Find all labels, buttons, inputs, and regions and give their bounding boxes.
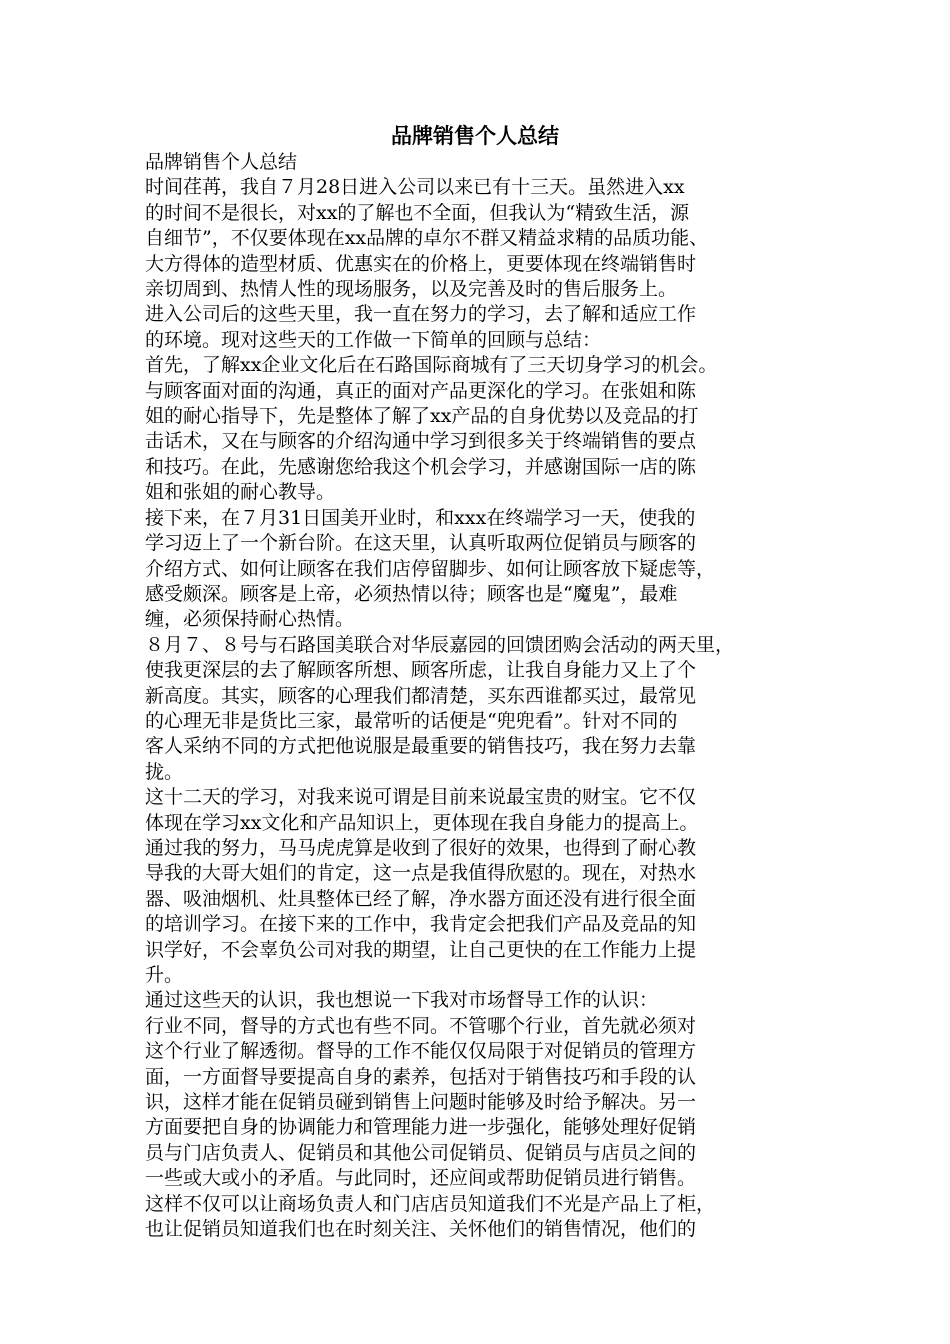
- text-line: 自细节”，不仅要体现在xx品牌的卓尔不群又精益求精的品质功能、: [145, 227, 709, 250]
- text-line: 品牌销售个人总结: [145, 151, 298, 173]
- paragraph: [145, 175, 815, 302]
- document-title: 品牌销售个人总结: [391, 124, 559, 148]
- text-line: 这样不仅可以让商场负责人和门店店员知道我们不光是产品上了柜，: [145, 1192, 716, 1215]
- text-line: 学习迈上了一个新台阶。在这天里，认真听取两位促销员与顾客的: [145, 532, 697, 555]
- paragraph: [145, 150, 815, 175]
- text-line: 新高度。其实，顾客的心理我们都清楚，买东西谁都买过，最常见: [145, 684, 697, 707]
- text-line: 识，这样才能在促销员碰到销售上问题时能够及时给予解决。另一: [145, 1091, 697, 1114]
- paragraph: [145, 302, 815, 353]
- paragraph: [145, 633, 815, 785]
- text-line: 进入公司后的这些天里，我一直在努力的学习，去了解和适应工作: [145, 303, 697, 326]
- text-line: 接下来，在７月31日国美开业时，和xxx在终端学习一天，使我的: [145, 506, 696, 529]
- text-line: 缠，必须保持耐心热情。: [145, 608, 355, 631]
- text-line: 这个行业了解透彻。督导的工作不能仅仅局限于对促销员的管理方: [145, 1040, 697, 1063]
- text-line: 的环境。现对这些天的工作做一下简单的回顾与总结：: [145, 328, 602, 351]
- text-line: 也让促销员知道我们也在时刻关注、关怀他们的销售情况，他们的: [145, 1218, 697, 1241]
- text-line: 的心理无非是货比三家，最常听的话便是“兜兜看”。针对不同的: [145, 709, 678, 732]
- text-line: 亲切周到、热情人性的现场服务，以及完善及时的售后服务上。: [145, 278, 678, 301]
- text-line: 拢。: [145, 760, 184, 783]
- text-line: 行业不同，督导的方式也有些不同。不管哪个行业，首先就必须对: [145, 1014, 697, 1037]
- paragraph: [145, 988, 815, 1013]
- paragraph: [145, 785, 815, 988]
- text-line: 感受颇深。顾客是上帝，必须热情以待；顾客也是“魔鬼”，最难: [145, 582, 678, 605]
- paragraph: [145, 353, 815, 505]
- text-line: 客人采纳不同的方式把他说服是最重要的销售技巧，我在努力去靠: [145, 735, 697, 758]
- text-line: 方面要把自身的协调能力和管理能力进一步强化，能够处理好促销: [145, 1116, 697, 1139]
- paragraph: [145, 1014, 815, 1243]
- text-line: 介绍方式、如何让顾客在我们店停留脚步、如何让顾客放下疑虑等，: [145, 557, 716, 580]
- text-line: 面，一方面督导要提高自身的素养，包括对于销售技巧和手段的认: [145, 1065, 697, 1088]
- text-line: 识学好，不会辜负公司对我的期望，让自己更快的在工作能力上提: [145, 938, 697, 961]
- text-line: 姐的耐心指导下，先是整体了解了xx产品的自身优势以及竞品的打: [145, 405, 699, 428]
- text-line: 使我更深层的去了解顾客所想、顾客所虑，让我自身能力又上了个: [145, 659, 697, 682]
- paragraph: [145, 506, 815, 633]
- text-line: 首先，了解xx企业文化后在石路国际商城有了三天切身学习的机会。: [145, 354, 718, 377]
- text-line: 和技巧。在此，先感谢您给我这个机会学习，并感谢国际一店的陈: [145, 455, 697, 478]
- text-line: 导我的大哥大姐们的肯定，这一点是我值得欣慰的。现在，对热水: [145, 862, 697, 885]
- text-line: 的时间不是很长，对xx的了解也不全面，但我认为“精致生活，源: [145, 201, 690, 224]
- document-body: [145, 150, 815, 1242]
- text-line: 姐和张姐的耐心教导。: [145, 481, 336, 504]
- text-line: 一些或大或小的矛盾。与此同时，还应间或帮助促销员进行销售。: [145, 1167, 697, 1190]
- text-line: 大方得体的造型材质、优惠实在的价格上，更要体现在终端销售时: [145, 252, 697, 275]
- text-line: 击话术，又在与顾客的介绍沟通中学习到很多关于终端销售的要点: [145, 430, 697, 453]
- text-line: 时间荏苒，我自７月28日进入公司以来已有十三天。虽然进入xx: [145, 176, 685, 199]
- text-line: 这十二天的学习，对我来说可谓是目前来说最宝贵的财宝。它不仅: [145, 786, 697, 809]
- text-line: 与顾客面对面的沟通，真正的面对产品更深化的学习。在张姐和陈: [145, 379, 697, 402]
- text-line: 体现在学习xx文化和产品知识上，更体现在我自身能力的提高上。: [145, 811, 699, 834]
- text-line: ８月７、８号与石路国美联合对华辰嘉园的回馈团购会活动的两天里，: [145, 633, 735, 656]
- text-line: 通过我的努力，马马虎虎算是收到了很好的效果，也得到了耐心教: [145, 836, 697, 859]
- text-line: 的培训学习。在接下来的工作中，我肯定会把我们产品及竞品的知: [145, 913, 697, 936]
- text-line: 升。: [145, 964, 184, 986]
- text-line: 通过这些天的认识，我也想说一下我对市场督导工作的认识：: [145, 989, 659, 1012]
- text-line: 员与门店负责人、促销员和其他公司促销员、促销员与店员之间的: [145, 1141, 697, 1164]
- text-line: 器、吸油烟机、灶具整体已经了解，净水器方面还没有进行很全面: [145, 887, 697, 910]
